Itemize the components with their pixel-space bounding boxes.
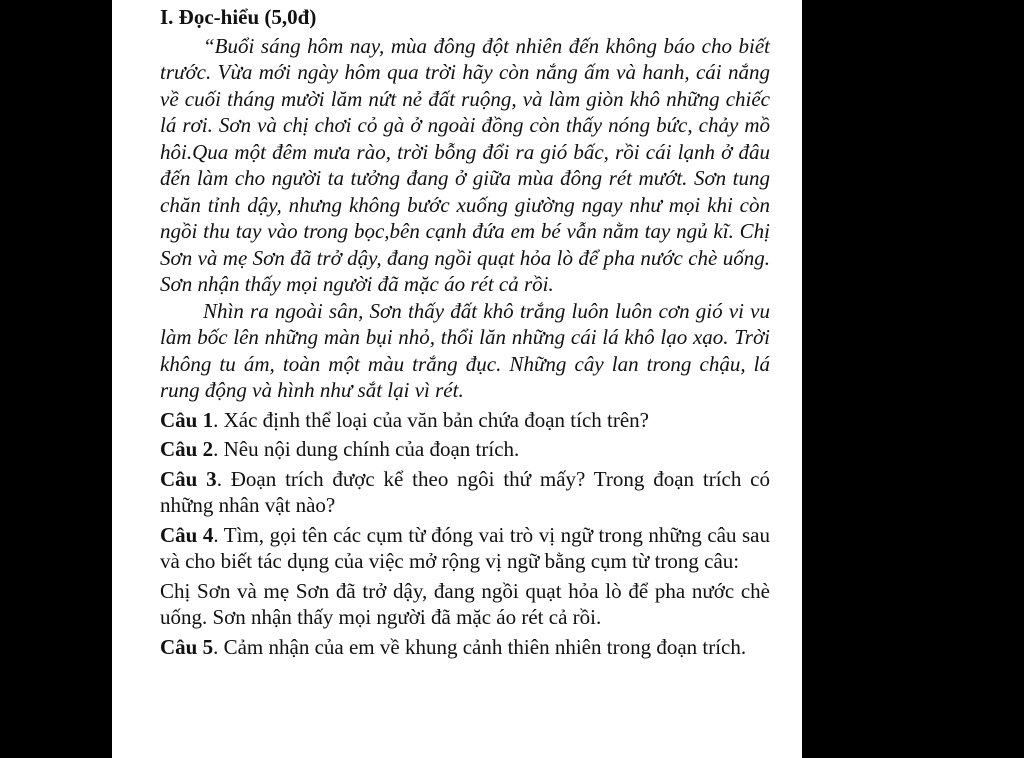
question-4 — [160, 522, 770, 575]
question-text: . Tìm, gọi tên các cụm từ đóng vai trò vị ngữ trong những câu sau và cho biết tác dụng của việc mở rộng vị ngữ bằng cụm từ trong câu: — [160, 522, 770, 573]
passage-paragraph-2: Nhìn ra ngoài sân, Sơn thấy đất khô trắng luôn luôn cơn gió vi vu làm bốc lên những màn bụi nhỏ, thổi lăn những cái lá khô lạo xạo. Trời không tu ám, toàn một màu trắng đục. Những cây lan trong chậu, lá rung động và hình như sắt lại vì rét. — [160, 298, 770, 402]
question-text: . Xác định thể loại của văn bản chứa đoạn tích trên? — [213, 407, 649, 432]
document-page — [112, 0, 802, 758]
question-text: . Đoạn trích được kể theo ngôi thứ mấy? Trong đoạn trích có những nhân vật nào? — [160, 466, 770, 517]
question-label: Câu 1 — [160, 407, 214, 432]
question-label: Câu 5 — [160, 634, 214, 659]
question-label: Câu 2 — [160, 437, 214, 461]
passage-paragraph-1: “Buổi sáng hôm nay, mùa đông đột nhiên đến không báo cho biết trước. Vừa mới ngày hôm qua trời hãy còn nắng ấm và hanh, cái nắng về cuối tháng mười lăm nứt nẻ đất ruộng, và làm giòn khô những chiếc lá rơi. Sơn và chị chơi cỏ gà ở ngoài đồng còn thấy nóng bức, chảy mồ hôi.Qua một đêm mưa rào, trời bỗng đổi ra gió bấc, rồi cái lạnh ở đâu đến làm cho người ta tưởng đang ở giữa mùa đông rét mướt. Sơn tung chăn tỉnh dậy, nhưng không bước xuống giường ngay như mọi khi còn ngồi thu tay vào trong bọc,bên cạnh đứa em bé vẫn nằm tay ngủ kĩ. Chị Sơn và mẹ Sơn đã trở dậy, đang ngồi quạt hỏa lò để pha nước chè uống. Sơn nhận thấy mọi người đã mặc áo rét cả rồi. — [160, 33, 770, 296]
question-2 — [160, 436, 770, 463]
question-1 — [160, 407, 770, 434]
quoted-sentences: Chị Sơn và mẹ Sơn đã trở dậy, đang ngồi quạt hỏa lò để pha nước chè uống. Sơn nhận thấy mọi người đã mặc áo rét cả rồi. — [160, 578, 770, 629]
question-label: Câu 3 — [160, 466, 217, 491]
question-text: . Nêu nội dung chính của đoạn trích. — [213, 437, 520, 461]
question-5 — [160, 634, 770, 661]
section-heading: I. Đọc-hiểu (5,0đ) — [160, 5, 317, 29]
question-label: Câu 4 — [160, 522, 214, 547]
question-3 — [160, 466, 770, 519]
question-text: . Cảm nhận của em về khung cảnh thiên nhiên trong đoạn trích. — [213, 634, 747, 659]
document-content — [160, 4, 770, 660]
